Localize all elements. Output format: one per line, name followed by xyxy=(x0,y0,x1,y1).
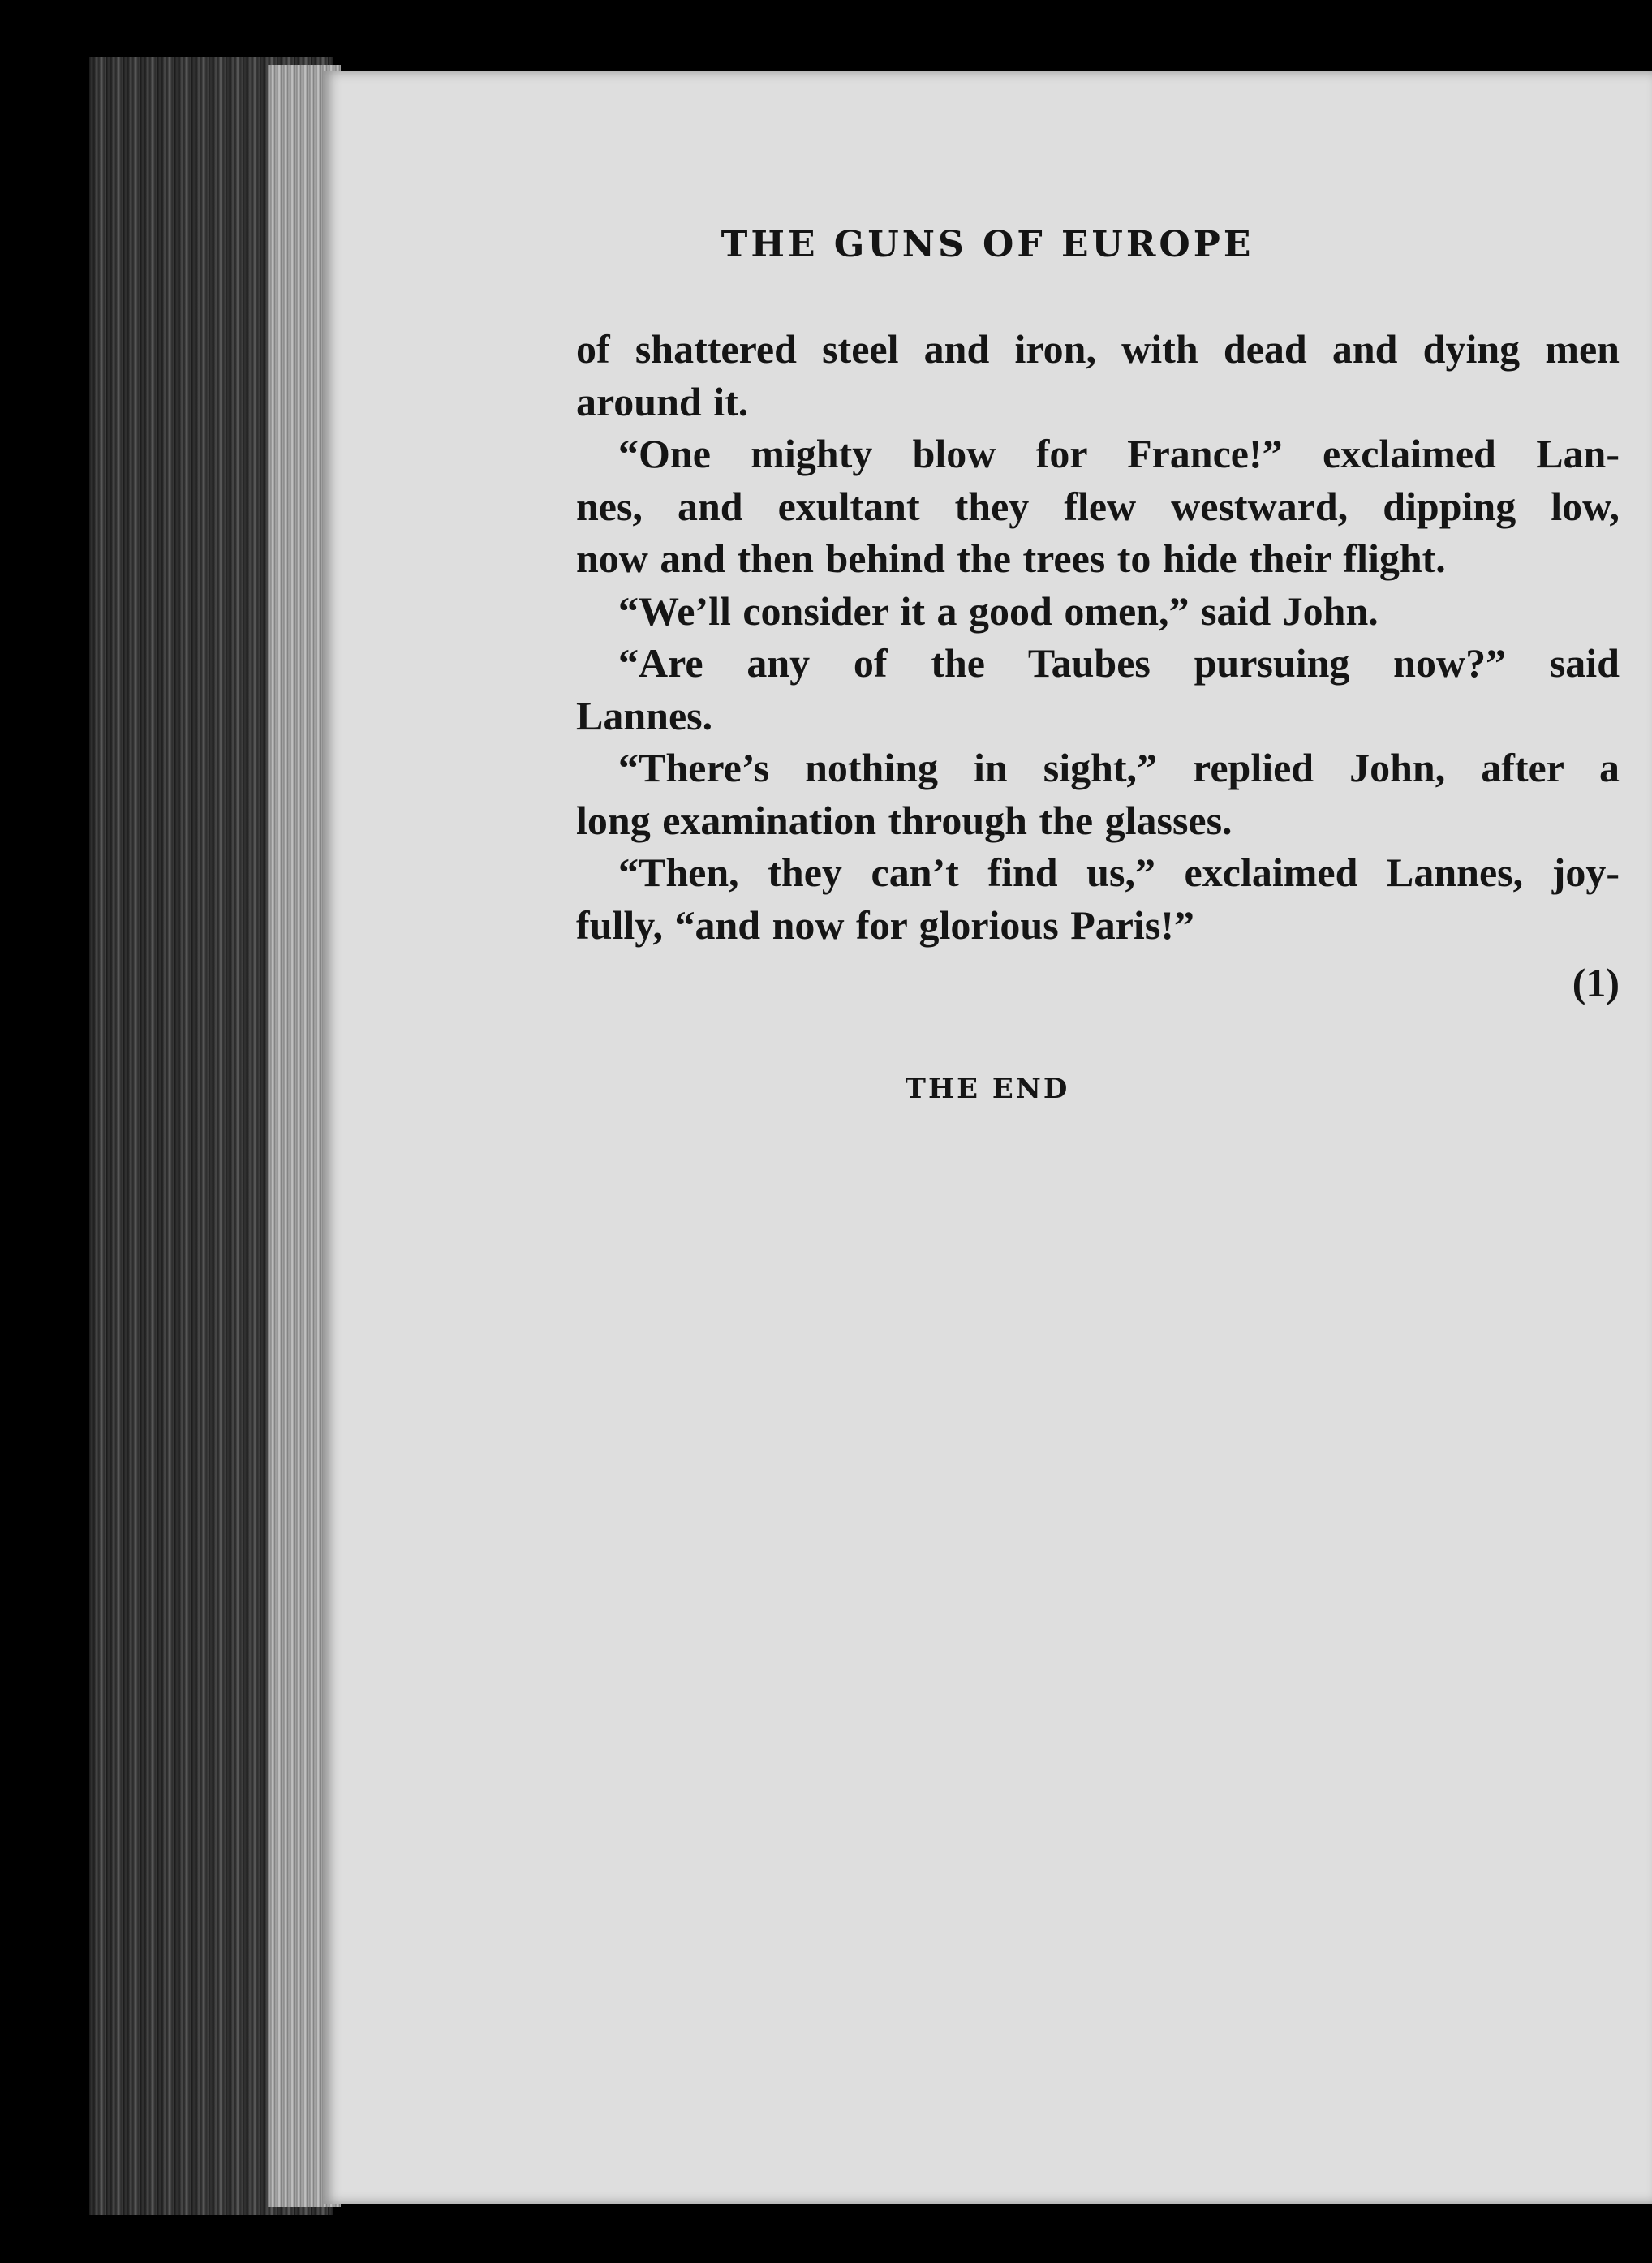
text-line: now and then behind the trees to hide their flight. xyxy=(576,536,1446,581)
body-text xyxy=(576,323,1620,951)
section-marker: (1) xyxy=(1572,960,1620,1005)
text-line: “We’ll consider it a good omen,” said John. xyxy=(618,587,1379,634)
the-end-heading: THE END xyxy=(905,1073,1070,1105)
book-page xyxy=(323,71,1652,2204)
text-line: “Are any of the Taubes pursuing now?” said xyxy=(618,640,1620,686)
text-line: “One mighty blow for France!” exclaimed Lan- xyxy=(618,431,1620,476)
text-line: Lannes. xyxy=(576,692,713,738)
text-line: long examination through the glasses. xyxy=(576,797,1233,843)
text-line: “There’s nothing in sight,” replied John, after a xyxy=(618,745,1620,790)
text-line: of shattered steel and iron, with dead and dying men xyxy=(576,326,1620,372)
running-head: THE GUNS OF EUROPE xyxy=(721,224,1254,265)
text-line: nes, and exultant they flew westward, dipping low, xyxy=(576,483,1620,529)
text-line: around it. xyxy=(576,378,749,424)
text-line: fully, “and now for glorious Paris!” xyxy=(576,901,1194,948)
text-line: “Then, they can’t find us,” exclaimed Lannes, joy- xyxy=(618,850,1620,895)
